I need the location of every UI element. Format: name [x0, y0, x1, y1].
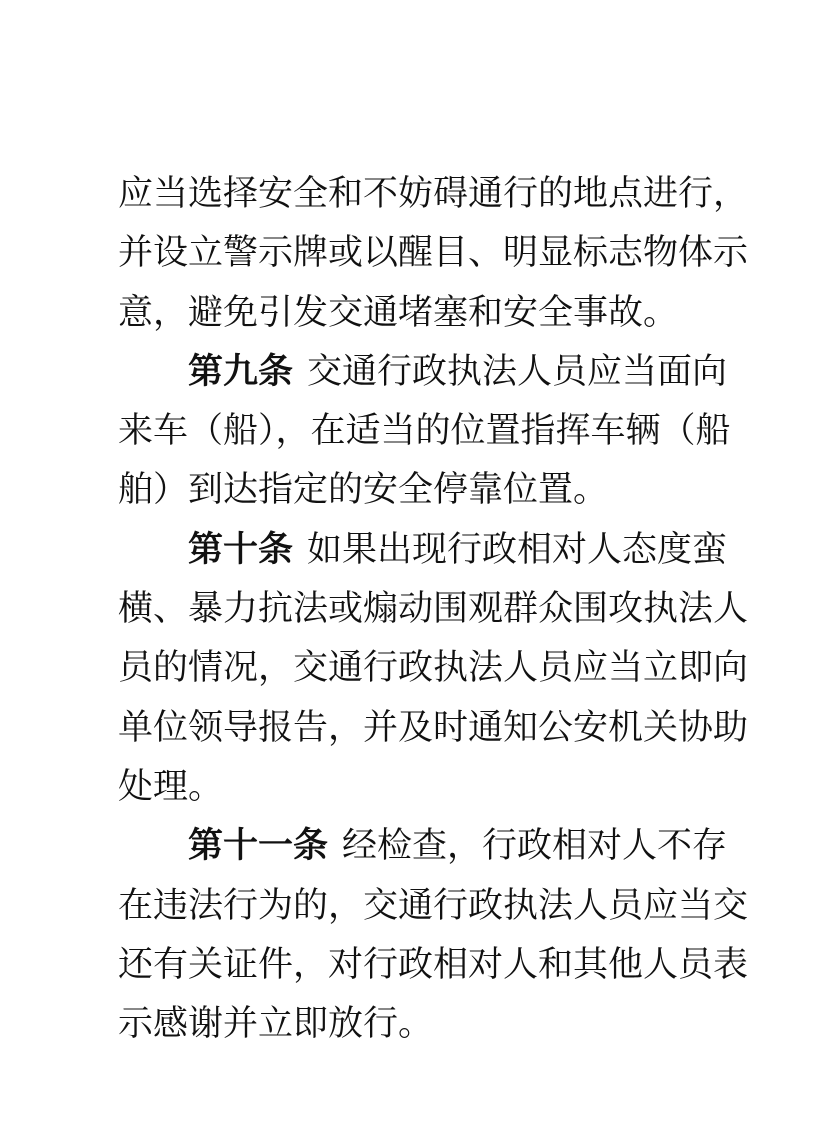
article-11-first-line — [118, 817, 728, 876]
article-number: 第九条 — [188, 351, 294, 392]
document-body — [118, 165, 749, 1054]
text-line: 舶）到达指定的安全停靠位置。 — [118, 470, 609, 511]
article-number: 第十条 — [188, 529, 294, 570]
text-line: 示感谢并立即放行。 — [118, 1004, 434, 1045]
text-line: 横、暴力抗法或煽动围观群众围攻执法人 — [118, 589, 749, 630]
text-line: 单位领导报告，并及时通知公安机关协助 — [118, 707, 749, 748]
article-text: 经检查，行政相对人不存 — [342, 826, 728, 867]
article-text: 交通行政执法人员应当面向 — [307, 351, 728, 392]
text-line: 处理。 — [118, 766, 224, 807]
article-number: 第十一条 — [188, 826, 329, 867]
text-line: 员的情况，交通行政执法人员应当立即向 — [118, 648, 749, 689]
article-9-first-line — [118, 343, 728, 402]
text-line: 来车（船），在适当的位置指挥车辆（船 — [118, 411, 731, 452]
article-text: 如果出现行政相对人态度蛮 — [307, 529, 728, 570]
text-line: 并设立警示牌或以醒目、明显标志物体示 — [118, 233, 749, 274]
text-line: 在违法行为的，交通行政执法人员应当交 — [118, 885, 749, 926]
text-line: 还有关证件，对行政相对人和其他人员表 — [118, 944, 749, 985]
text-line: 意，避免引发交通堵塞和安全事故。 — [118, 292, 679, 333]
text-line: 应当选择安全和不妨碍通行的地点进行， — [118, 174, 749, 214]
article-10-first-line — [118, 521, 728, 580]
